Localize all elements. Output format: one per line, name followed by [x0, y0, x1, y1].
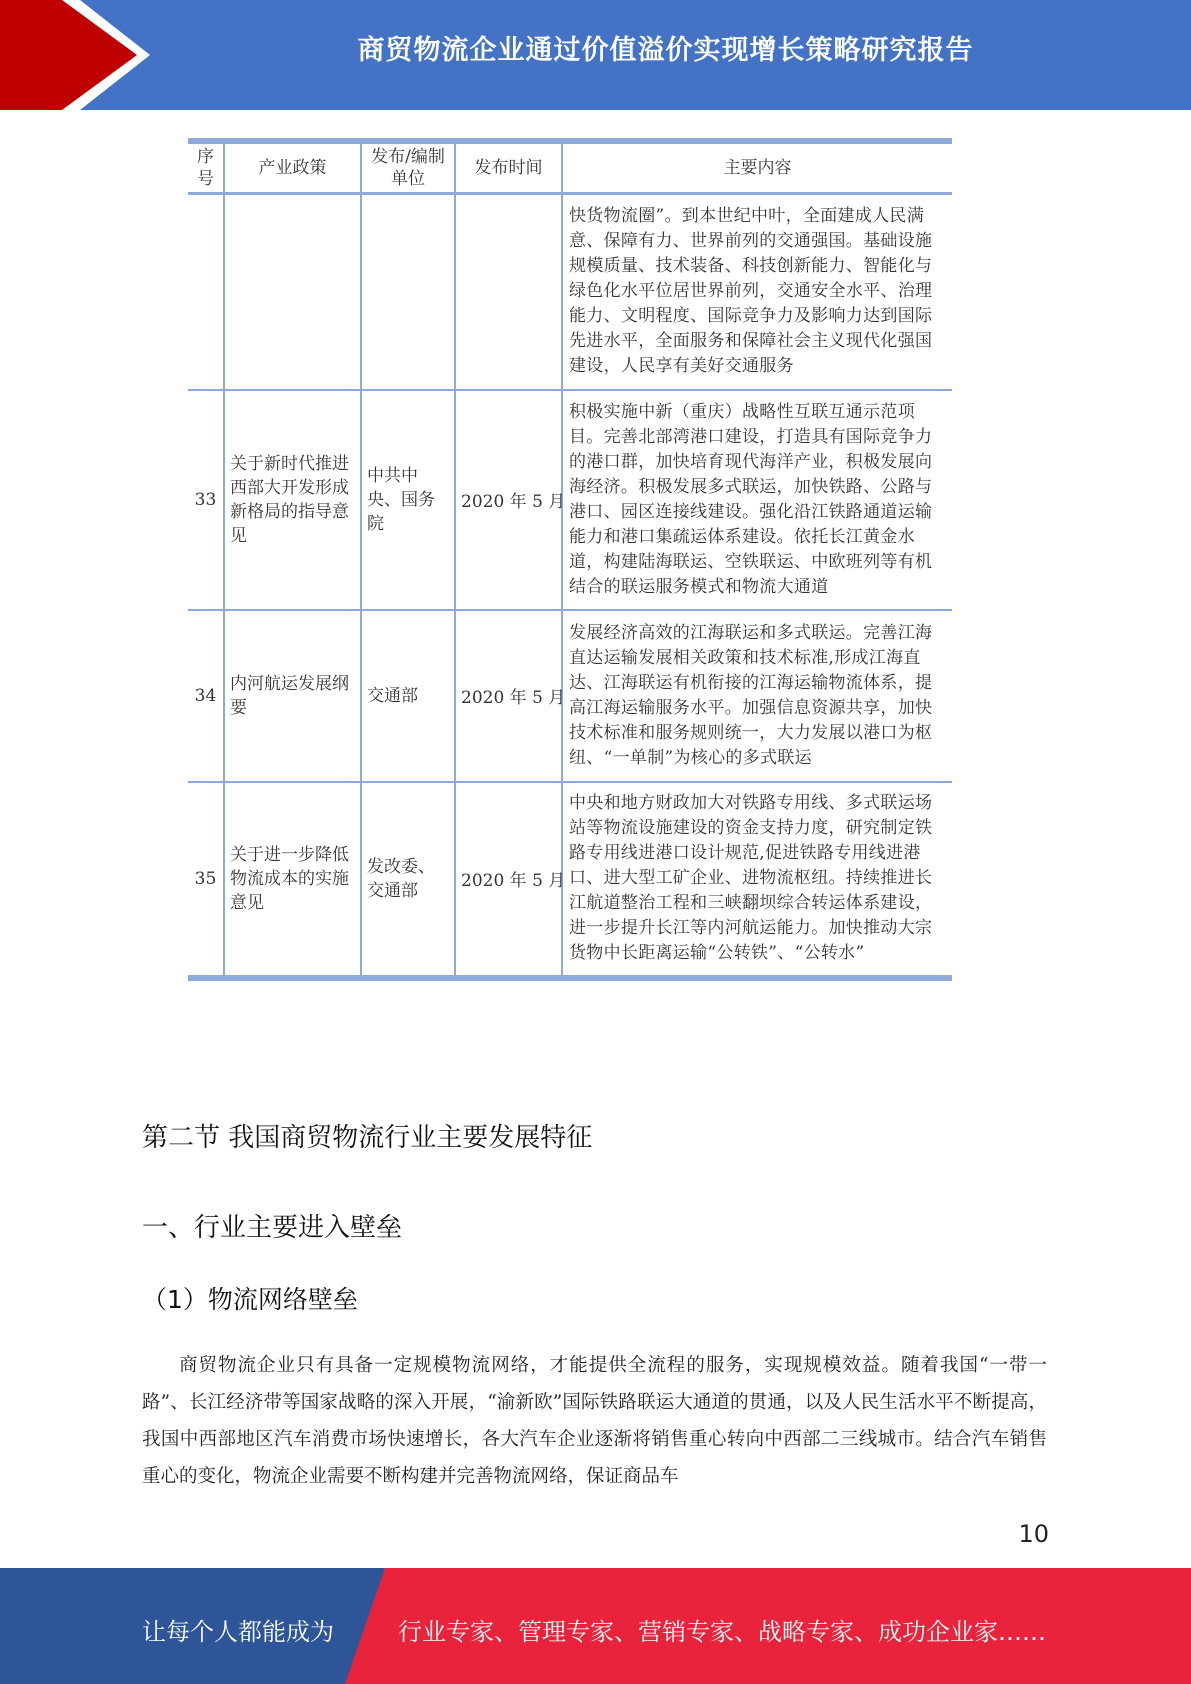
- table-cell-num: [188, 194, 224, 390]
- table-cell-date: [455, 194, 562, 390]
- policy-table: [188, 138, 952, 981]
- column-header-unit: 发布/编制单位: [361, 141, 455, 194]
- table-cell-content: 快货物流圈”。到本世纪中叶，全面建成人民满意、保障有力、世界前列的交通强国。基础设施规模质量、技术装备、科技创新能力、智能化与绿色化水平位居世界前列，交通安全水平、治理能力、文明程度、国际竞争力及影响力达到国际先进水平，全面服务和保障社会主义现代化强国建设，人民享有美好交通服务: [562, 194, 952, 390]
- report-title: 商贸物流企业通过价值溢价实现增长策略研究报告: [357, 35, 974, 66]
- column-header-policy: 产业政策: [224, 141, 361, 194]
- table-row: [188, 782, 952, 978]
- column-header-num: 序号: [188, 141, 224, 194]
- table-cell-policy: 内河航运发展纲要: [224, 610, 361, 782]
- table-header-row: [188, 141, 952, 194]
- table-row: [188, 194, 952, 390]
- table-cell-date: 2020 年 5 月: [455, 610, 562, 782]
- page-header: [0, 0, 1191, 110]
- column-header-content: 主要内容: [562, 141, 952, 194]
- subsection-heading: 一、行业主要进入壁垒: [142, 1213, 403, 1243]
- table-cell-policy: 关于新时代推进西部大开发形成新格局的指导意见: [224, 390, 361, 610]
- table-row: [188, 610, 952, 782]
- table-cell-num: 34: [188, 610, 224, 782]
- table-cell-content: 发展经济高效的江海联运和多式联运。完善江海直达运输发展相关政策和技术标准,形成江海直达、江海联运有机衔接的江海运输物流体系，提高江海运输服务水平。加强信息资源共享，加快技术标准和服务规则统一，大力发展以港口为枢纽、“一单制”为核心的多式联运: [562, 610, 952, 782]
- table-cell-unit: [361, 194, 455, 390]
- table-cell-content: 积极实施中新（重庆）战略性互联互通示范项目。完善北部湾港口建设，打造具有国际竞争力的港口群，加快培育现代海洋产业，积极发展向海经济。积极发展多式联运，加快铁路、公路与港口、园区连接线建设。强化沿江铁路通道运输能力和港口集疏运体系建设。依托长江黄金水道，构建陆海联运、空铁联运、中欧班列等有机结合的联运服务模式和物流大通道: [562, 390, 952, 610]
- column-header-date: 发布时间: [455, 141, 562, 194]
- table-cell-policy: 关于进一步降低物流成本的实施意见: [224, 782, 361, 978]
- table-cell-policy: [224, 194, 361, 390]
- footer-slogan-right: 行业专家、管理专家、营销专家、战略专家、成功企业家……: [398, 1618, 1046, 1646]
- page-number: 10: [1018, 1520, 1049, 1548]
- subsubsection-heading: （1）物流网络壁垒: [142, 1285, 358, 1314]
- page-footer: [0, 1568, 1191, 1684]
- table-cell-content: 中央和地方财政加大对铁路专用线、多式联运场站等物流设施建设的资金支持力度，研究制定铁路专用线进港口设计规范,促进铁路专用线进港口、进大型工矿企业、进物流枢纽。持续推进长江航道整治工程和三峡翻坝综合转运体系建设，进一步提升长江等内河航运能力。加快推动大宗货物中长距离运输“公转铁”、“公转水”: [562, 782, 952, 978]
- table-cell-unit: 发改委、交通部: [361, 782, 455, 978]
- table-cell-date: 2020 年 5 月: [455, 390, 562, 610]
- header-arrow-icon: [0, 0, 140, 110]
- table-row: [188, 390, 952, 610]
- section-heading: 第二节 我国商贸物流行业主要发展特征: [142, 1123, 593, 1153]
- table-cell-unit: 中共中央、国务院: [361, 390, 455, 610]
- table-cell-unit: 交通部: [361, 610, 455, 782]
- table-cell-date: 2020 年 5 月: [455, 782, 562, 978]
- footer-slogan-left: 让每个人都能成为: [142, 1618, 334, 1646]
- table-cell-num: 35: [188, 782, 224, 978]
- table-cell-num: 33: [188, 390, 224, 610]
- body-paragraph: 商贸物流企业只有具备一定规模物流网络，才能提供全流程的服务，实现规模效益。随着我国“一带一路”、长江经济带等国家战略的深入开展，“渝新欧”国际铁路联运大通道的贯通，以及人民生活水平不断提高，我国中西部地区汽车消费市场快速增长，各大汽车企业逐渐将销售重心转向中西部二三线城市。结合汽车销售重心的变化，物流企业需要不断构建并完善物流网络，保证商品车: [142, 1355, 1047, 1487]
